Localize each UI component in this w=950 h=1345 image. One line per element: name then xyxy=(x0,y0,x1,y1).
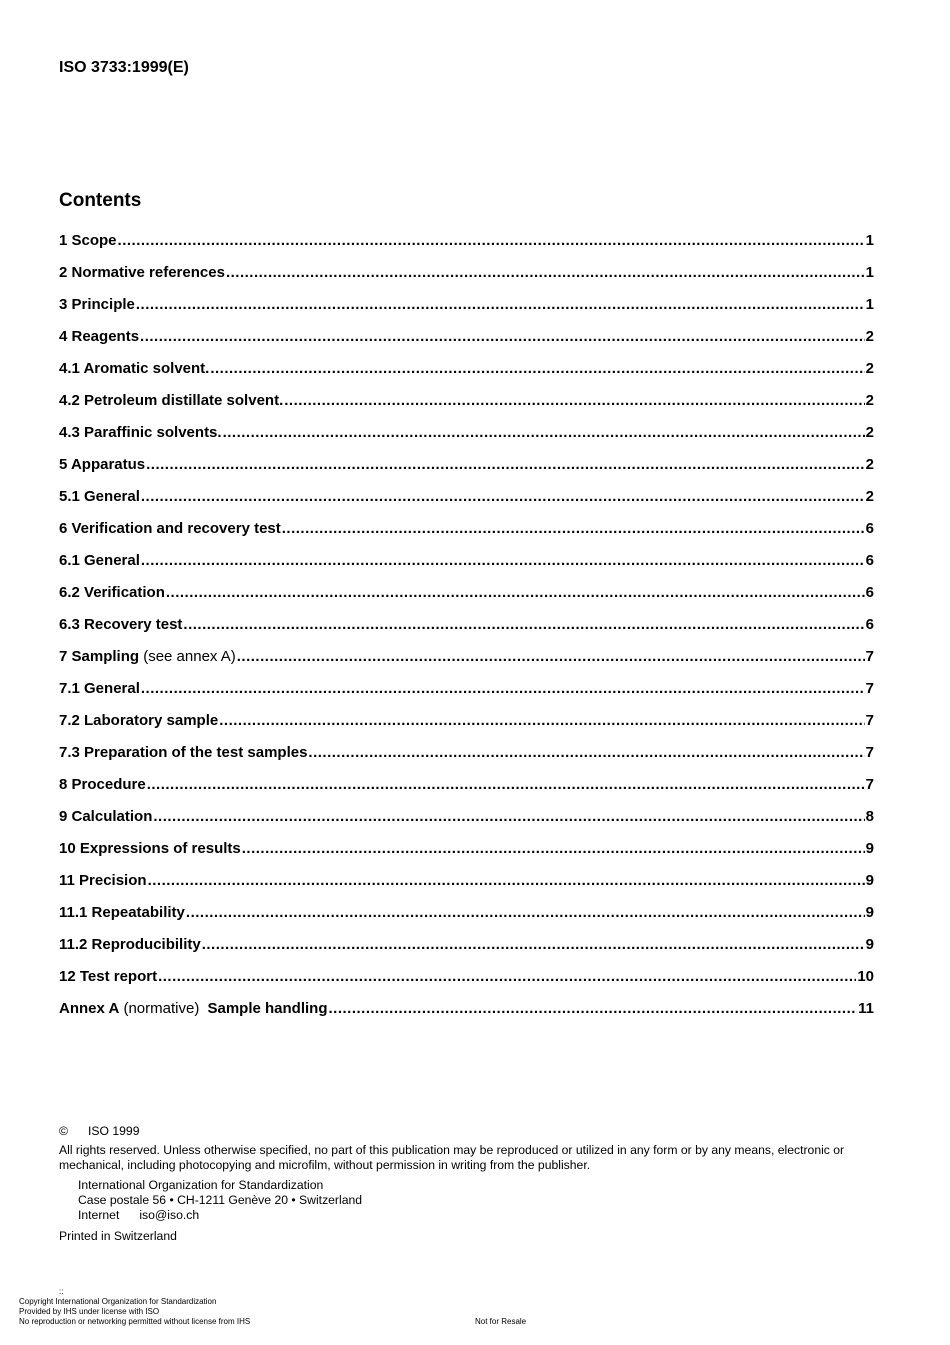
toc-leader-dots xyxy=(141,488,865,505)
toc-entry-title xyxy=(59,328,139,345)
footer-line-1: Copyright International Organization for Standardization xyxy=(19,1297,217,1306)
toc-entry-title-text: 3 Principle xyxy=(59,296,135,313)
toc-entry-title xyxy=(59,424,222,441)
toc-leader-dots xyxy=(183,616,864,633)
toc-entry-title xyxy=(59,520,281,537)
toc-entry-title-text: 6.1 General xyxy=(59,552,140,569)
toc-page-number: 9 xyxy=(865,840,874,857)
toc-entry-title xyxy=(59,456,145,473)
toc-page-number: 1 xyxy=(865,264,874,281)
toc-entry-title xyxy=(59,744,307,761)
toc-entry-title-text: 1 Scope xyxy=(59,232,117,249)
internet-label: Internet xyxy=(78,1208,120,1222)
toc-entry xyxy=(59,296,874,328)
toc-leader-dots xyxy=(219,712,864,729)
toc-entry xyxy=(59,264,874,296)
toc-entry xyxy=(59,904,874,936)
rights-statement: All rights reserved. Unless otherwise specified, no part of this publication may be reproduced or utilized in any form or by any means, electronic or mechanical, including photocopying and microfilm, without permission in writing from the publisher. xyxy=(59,1143,845,1172)
copyright-symbol: © xyxy=(59,1124,68,1138)
toc-entry xyxy=(59,808,874,840)
copyright-line xyxy=(59,1124,879,1139)
toc-entry xyxy=(59,328,874,360)
toc-entry-title xyxy=(59,904,185,921)
toc-entry xyxy=(59,1000,874,1032)
toc-leader-dots xyxy=(202,936,865,953)
toc-entry xyxy=(59,584,874,616)
toc-entry-title xyxy=(59,584,165,601)
toc-entry-title-text: 9 Calculation xyxy=(59,808,153,825)
toc-entry-title-text: 7.2 Laboratory sample xyxy=(59,712,219,729)
toc-leader-dots xyxy=(223,424,865,441)
internet-line xyxy=(78,1208,879,1223)
footer-line-3: No reproduction or networking permitted without license from IHS xyxy=(19,1317,251,1326)
toc-page-number: 7 xyxy=(865,744,874,761)
toc-entry-title-text: 7.1 General xyxy=(59,680,140,697)
contents-heading: Contents xyxy=(59,190,142,211)
toc-page-number: 6 xyxy=(865,552,874,569)
toc-leader-dots xyxy=(141,680,865,697)
toc-entry-title xyxy=(59,296,135,313)
toc-page-number: 6 xyxy=(865,520,874,537)
toc-entry-title-text: Annex A xyxy=(59,1000,120,1017)
toc-entry-annex-type: (normative) xyxy=(119,1000,204,1017)
toc-entry-title-text: 11.1 Repeatability xyxy=(59,904,185,921)
toc-leader-dots xyxy=(284,392,864,409)
toc-entry-suffix: (see annex A) xyxy=(139,648,236,665)
printed-in: Printed in Switzerland xyxy=(59,1229,177,1243)
toc-entry-title xyxy=(59,680,140,697)
toc-entry-title-text: 4 Reagents xyxy=(59,328,140,345)
toc-entry xyxy=(59,840,874,872)
toc-leader-dots xyxy=(186,904,865,921)
toc-entry-title-text: 7 Sampling xyxy=(59,648,140,665)
toc-leader-dots xyxy=(158,968,856,985)
toc-entry-title-text: 10 Expressions of results xyxy=(59,840,241,857)
toc-entry-title-text: 6.2 Verification xyxy=(59,584,165,601)
toc-entry-title-text: 7.3 Preparation of the test samples xyxy=(59,744,308,761)
toc-page-number: 1 xyxy=(865,296,874,313)
toc-entry xyxy=(59,712,874,744)
toc-entry-title-text: 5.1 General xyxy=(59,488,140,505)
toc-leader-dots xyxy=(210,360,864,377)
toc-leader-dots xyxy=(141,552,865,569)
toc-entry xyxy=(59,232,874,264)
toc-entry-title xyxy=(59,552,140,569)
toc-page-number: 10 xyxy=(857,968,874,985)
toc-entry-title-text: 6.3 Recovery test xyxy=(59,616,183,633)
address-block xyxy=(78,1178,879,1223)
toc-entry-title xyxy=(59,776,146,793)
toc-entry-title xyxy=(59,488,140,505)
toc-entry-title xyxy=(59,232,117,249)
document-id-header: ISO 3733:1999(E) xyxy=(59,59,189,76)
toc-entry xyxy=(59,744,874,776)
toc-entry-title-text: 2 Normative references xyxy=(59,264,225,281)
toc-page-number: 9 xyxy=(865,936,874,953)
toc-page-number: 11 xyxy=(858,1000,874,1017)
toc-entry-annex-title: Sample handling xyxy=(207,1000,328,1017)
toc-page-number: 2 xyxy=(865,456,874,473)
toc-entry-title-text: 4.1 Aromatic solvent. xyxy=(59,360,210,377)
table-of-contents xyxy=(59,232,874,1032)
license-footer xyxy=(19,1297,250,1327)
toc-entry xyxy=(59,968,874,1000)
toc-leader-dots xyxy=(136,296,865,313)
toc-leader-dots xyxy=(118,232,865,249)
toc-entry xyxy=(59,392,874,424)
toc-page-number: 1 xyxy=(865,232,874,249)
toc-page-number: 7 xyxy=(865,712,874,729)
toc-leader-dots xyxy=(242,840,865,857)
toc-entry-title xyxy=(59,712,218,729)
toc-page-number: 6 xyxy=(865,584,874,601)
toc-entry xyxy=(59,424,874,456)
toc-entry-title-text: 5 Apparatus xyxy=(59,456,146,473)
toc-entry xyxy=(59,360,874,392)
toc-page-number: 9 xyxy=(865,872,874,889)
toc-page-number: 6 xyxy=(865,616,874,633)
toc-entry-title-text: 6 Verification and recovery test xyxy=(59,520,281,537)
toc-page-number: 2 xyxy=(865,424,874,441)
toc-leader-dots xyxy=(308,744,864,761)
toc-entry xyxy=(59,520,874,552)
toc-entry-title xyxy=(59,936,201,953)
postal-address: Case postale 56 • CH-1211 Genève 20 • Switzerland xyxy=(78,1193,363,1207)
toc-entry-title-text: 12 Test report xyxy=(59,968,158,985)
toc-entry-title-text: 4.3 Paraffinic solvents. xyxy=(59,424,222,441)
toc-entry-title-text: 8 Procedure xyxy=(59,776,146,793)
toc-page-number: 2 xyxy=(865,328,874,345)
toc-entry-title-text: 11 Precision xyxy=(59,872,147,889)
toc-leader-dots xyxy=(148,872,865,889)
toc-entry-title xyxy=(59,1000,328,1017)
not-for-resale: Not for Resale xyxy=(475,1317,527,1326)
toc-entry-title xyxy=(59,616,182,633)
toc-entry-title-text: 11.2 Reproducibility xyxy=(59,936,201,953)
toc-leader-dots xyxy=(140,328,865,345)
toc-leader-dots xyxy=(226,264,865,281)
toc-page-number: 2 xyxy=(865,392,874,409)
toc-entry-title xyxy=(59,360,209,377)
toc-leader-dots xyxy=(146,456,865,473)
toc-entry xyxy=(59,552,874,584)
footer-mark: :: xyxy=(59,1287,64,1296)
toc-leader-dots xyxy=(166,584,865,601)
toc-entry xyxy=(59,488,874,520)
toc-leader-dots xyxy=(329,1000,858,1017)
organization-name: International Organization for Standardization xyxy=(78,1178,324,1192)
toc-entry-title xyxy=(59,808,152,825)
toc-entry xyxy=(59,872,874,904)
toc-page-number: 7 xyxy=(865,776,874,793)
toc-entry xyxy=(59,648,874,680)
copyright-year: ISO 1999 xyxy=(87,1124,140,1138)
toc-entry-title xyxy=(59,392,283,409)
footer-line-2: Provided by IHS under license with ISO xyxy=(19,1307,160,1316)
toc-entry-title-text: 4.2 Petroleum distillate solvent. xyxy=(59,392,284,409)
toc-leader-dots xyxy=(282,520,865,537)
toc-page-number: 7 xyxy=(865,680,874,697)
toc-leader-dots xyxy=(147,776,865,793)
toc-entry-title xyxy=(59,968,157,985)
toc-entry-title xyxy=(59,872,147,889)
toc-entry-title xyxy=(59,840,241,857)
toc-page-number: 2 xyxy=(865,360,874,377)
email-address: iso@iso.ch xyxy=(139,1208,200,1222)
toc-entry xyxy=(59,936,874,968)
toc-entry xyxy=(59,776,874,808)
copyright-block xyxy=(59,1124,879,1244)
toc-entry-title xyxy=(59,264,225,281)
toc-entry-title xyxy=(59,648,236,665)
toc-entry xyxy=(59,680,874,712)
toc-entry xyxy=(59,616,874,648)
toc-leader-dots xyxy=(153,808,864,825)
toc-page-number: 8 xyxy=(865,808,874,825)
toc-entry xyxy=(59,456,874,488)
toc-page-number: 2 xyxy=(865,488,874,505)
toc-leader-dots xyxy=(237,648,865,665)
toc-page-number: 7 xyxy=(865,648,874,665)
toc-page-number: 9 xyxy=(865,904,874,921)
